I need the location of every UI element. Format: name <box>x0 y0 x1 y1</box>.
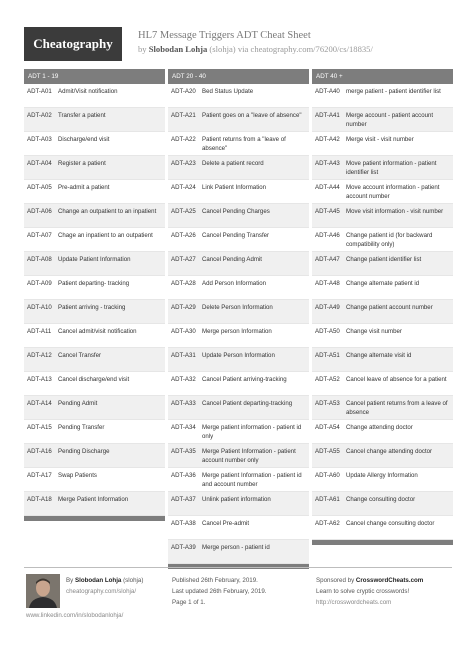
trigger-description: Cancel Pre-admit <box>202 520 250 527</box>
table-row <box>168 540 309 564</box>
trigger-description: Merge account - patient account number <box>346 112 434 129</box>
footer-updated: Last updated 26th February, 2019. <box>172 588 267 595</box>
table-row <box>168 372 309 396</box>
trigger-description: Merge Patient Information - patient account number only <box>202 448 296 465</box>
trigger-description: Move account information - patient account number <box>346 184 440 201</box>
footer-divider <box>24 567 452 568</box>
trigger-code: ADT-A03 <box>27 136 52 143</box>
table-row <box>168 348 309 372</box>
rows <box>168 84 309 564</box>
trigger-code: ADT-A02 <box>27 112 52 119</box>
trigger-description: Cancel discharge/end visit <box>58 376 130 383</box>
table-row <box>168 396 309 420</box>
byline-url[interactable]: cheatography.com/76200/cs/18835/ <box>250 44 373 54</box>
footer-sponsor-name[interactable]: CrosswordCheats.com <box>355 577 424 584</box>
footer-page: Page 1 of 1. <box>172 599 206 606</box>
trigger-description: Swap Patients <box>58 472 97 479</box>
trigger-code: ADT-A62 <box>315 520 340 527</box>
footer-sponsor-tagline: Learn to solve cryptic crosswords! <box>316 588 410 595</box>
table-row <box>168 516 309 540</box>
trigger-code: ADT-A18 <box>27 496 52 503</box>
trigger-code: ADT-A31 <box>171 352 196 359</box>
header <box>24 27 452 61</box>
table-row <box>168 420 309 444</box>
trigger-description: Cancel change consulting doctor <box>346 520 435 527</box>
trigger-description: Cancel Patient departing-tracking <box>202 400 293 407</box>
rows <box>312 84 453 540</box>
table-row <box>312 372 453 396</box>
column-footer-bar <box>24 516 165 521</box>
trigger-code: ADT-A30 <box>171 328 196 335</box>
table-row <box>312 180 453 204</box>
trigger-description: Patient returns from a "leave of absence" <box>202 136 286 153</box>
trigger-description: Merge visit - visit number <box>346 136 414 143</box>
trigger-code: ADT-A61 <box>315 496 340 503</box>
trigger-code: ADT-A24 <box>171 184 196 191</box>
table-row <box>312 324 453 348</box>
trigger-description: Merge person - patient id <box>202 544 270 551</box>
trigger-code: ADT-A38 <box>171 520 196 527</box>
table-row <box>312 468 453 492</box>
trigger-description: Cancel Pending Admit <box>202 256 262 263</box>
table-row <box>312 396 453 420</box>
trigger-description: Cancel change attending doctor <box>346 448 433 455</box>
table-row <box>24 492 165 516</box>
table-row <box>24 156 165 180</box>
trigger-description: Change alternate visit id <box>346 352 412 359</box>
trigger-code: ADT-A54 <box>315 424 340 431</box>
trigger-code: ADT-A11 <box>27 328 52 335</box>
table-row <box>24 84 165 108</box>
trigger-code: ADT-A06 <box>27 208 52 215</box>
column-heading: ADT 40 + <box>312 69 453 84</box>
trigger-code: ADT-A40 <box>315 88 340 95</box>
trigger-description: Cancel Transfer <box>58 352 102 359</box>
trigger-description: Change consulting doctor <box>346 496 416 503</box>
trigger-code: ADT-A16 <box>27 448 52 455</box>
footer-sponsor <box>316 575 423 608</box>
footer-publication <box>172 575 266 608</box>
table-row <box>312 444 453 468</box>
trigger-code: ADT-A23 <box>171 160 196 167</box>
table-row <box>168 468 309 492</box>
trigger-code: ADT-A14 <box>27 400 52 407</box>
trigger-code: ADT-A22 <box>171 136 196 143</box>
footer-published: Published 26th February, 2019. <box>172 577 258 584</box>
avatar-icon <box>26 574 60 608</box>
trigger-description: Change patient account number <box>346 304 433 311</box>
trigger-description: Bed Status Update <box>202 88 254 95</box>
trigger-description: Delete Person Information <box>202 304 273 311</box>
trigger-code: ADT-A48 <box>315 280 340 287</box>
table-row <box>168 324 309 348</box>
trigger-description: Add Person Information <box>202 280 267 287</box>
table-row <box>24 396 165 420</box>
table-row <box>168 300 309 324</box>
cheatography-logo[interactable]: Cheatography <box>24 27 122 61</box>
table-row <box>312 132 453 156</box>
trigger-description: Patient departing- tracking <box>58 280 130 287</box>
table-row <box>24 276 165 300</box>
column-footer-bar <box>312 540 453 545</box>
trigger-code: ADT-A13 <box>27 376 52 383</box>
trigger-description: Change alternate patient id <box>346 280 420 287</box>
footer-sponsor-prefix: Sponsored by <box>316 577 355 584</box>
trigger-code: ADT-A52 <box>315 376 340 383</box>
trigger-code: ADT-A27 <box>171 256 196 263</box>
table-row <box>312 204 453 228</box>
column-adt-1-19 <box>24 69 165 521</box>
trigger-description: Pending Transfer <box>58 424 105 431</box>
trigger-description: Cancel patient returns from a leave of absence <box>346 400 448 417</box>
trigger-description: Change visit number <box>346 328 402 335</box>
table-row <box>24 468 165 492</box>
table-row <box>24 180 165 204</box>
trigger-code: ADT-A21 <box>171 112 196 119</box>
trigger-code: ADT-A01 <box>27 88 52 95</box>
trigger-code: ADT-A07 <box>27 232 52 239</box>
trigger-description: Merge person Information <box>202 328 272 335</box>
trigger-description: Move patient information - patient identifier list <box>346 160 437 177</box>
table-row <box>312 108 453 132</box>
trigger-code: ADT-A26 <box>171 232 196 239</box>
trigger-code: ADT-A41 <box>315 112 340 119</box>
author-avatar <box>26 574 60 608</box>
table-row <box>312 252 453 276</box>
trigger-code: ADT-A39 <box>171 544 196 551</box>
table-row <box>312 492 453 516</box>
footer-linkedin-url[interactable]: www.linkedin.com/in/slobodanlohja/ <box>26 612 124 619</box>
trigger-code: ADT-A10 <box>27 304 52 311</box>
footer-author-handle: (slohja) <box>123 577 144 584</box>
trigger-description: Merge patient information - patient id only <box>202 424 302 441</box>
footer-author-prefix: By <box>66 577 74 584</box>
trigger-description: Cancel leave of absence for a patient <box>346 376 447 383</box>
table-row <box>24 300 165 324</box>
trigger-code: ADT-A34 <box>171 424 196 431</box>
trigger-code: ADT-A36 <box>171 472 196 479</box>
rows <box>24 84 165 516</box>
trigger-code: ADT-A20 <box>171 88 196 95</box>
table-row <box>24 420 165 444</box>
table-row <box>24 324 165 348</box>
footer-author-name[interactable]: Slobodan Lohja <box>74 577 122 584</box>
trigger-description: Cancel Pending Charges <box>202 208 270 215</box>
trigger-code: ADT-A46 <box>315 232 340 239</box>
trigger-description: Update Patient Information <box>58 256 131 263</box>
trigger-code: ADT-A25 <box>171 208 196 215</box>
table-row <box>168 444 309 468</box>
trigger-code: ADT-A45 <box>315 208 340 215</box>
table-row <box>24 252 165 276</box>
trigger-code: ADT-A09 <box>27 280 52 287</box>
trigger-code: ADT-A51 <box>315 352 340 359</box>
byline-via: via <box>237 44 249 54</box>
trigger-description: Pending Discharge <box>58 448 110 455</box>
trigger-code: ADT-A47 <box>315 256 340 263</box>
table-row <box>24 204 165 228</box>
footer-sponsor-url[interactable]: http://crosswordcheats.com <box>316 599 392 606</box>
trigger-code: ADT-A43 <box>315 160 340 167</box>
trigger-description: Delete a patient record <box>202 160 264 167</box>
table-row <box>168 252 309 276</box>
trigger-code: ADT-A33 <box>171 400 196 407</box>
table-row <box>168 276 309 300</box>
table-row <box>168 492 309 516</box>
trigger-description: Register a patient <box>58 160 106 167</box>
byline-handle: (slohja) <box>209 44 236 54</box>
table-row <box>24 108 165 132</box>
trigger-description: Transfer a patient <box>58 112 106 119</box>
table-row <box>168 228 309 252</box>
table-row <box>312 516 453 540</box>
trigger-description: Patient goes on a "leave of absence" <box>202 112 302 119</box>
trigger-code: ADT-A12 <box>27 352 52 359</box>
table-row <box>312 420 453 444</box>
trigger-code: ADT-A60 <box>315 472 340 479</box>
trigger-description: Link Patient Information <box>202 184 267 191</box>
footer-sponsor-line <box>316 575 423 586</box>
trigger-description: Merge patient Information - patient id and account number <box>202 472 302 489</box>
table-row <box>24 372 165 396</box>
trigger-description: Chage an inpatient to an outpatient <box>58 232 153 239</box>
table-row <box>24 444 165 468</box>
trigger-description: Move visit information - visit number <box>346 208 444 215</box>
table-row <box>168 156 309 180</box>
column-adt-40-plus <box>312 69 453 545</box>
column-heading: ADT 1 - 19 <box>24 69 165 84</box>
byline <box>138 44 373 54</box>
trigger-code: ADT-A37 <box>171 496 196 503</box>
trigger-code: ADT-A29 <box>171 304 196 311</box>
trigger-description: Update Allergy Information <box>346 472 418 479</box>
trigger-description: Cancel Patient arriving-tracking <box>202 376 287 383</box>
table-row <box>312 276 453 300</box>
table-row <box>24 348 165 372</box>
table-row <box>168 84 309 108</box>
trigger-description: Discharge/end visit <box>58 136 110 143</box>
footer-author <box>66 575 143 597</box>
trigger-description: Change an outpatient to an inpatient <box>58 208 157 215</box>
trigger-code: ADT-A44 <box>315 184 340 191</box>
table-row <box>168 132 309 156</box>
trigger-code: ADT-A35 <box>171 448 196 455</box>
table-row <box>312 156 453 180</box>
trigger-code: ADT-A53 <box>315 400 340 407</box>
trigger-code: ADT-A15 <box>27 424 52 431</box>
byline-author[interactable]: Slobodan Lohja <box>148 44 208 54</box>
trigger-code: ADT-A32 <box>171 376 196 383</box>
column-heading: ADT 20 - 40 <box>168 69 309 84</box>
byline-by: by <box>138 44 147 54</box>
footer-author-line <box>66 575 143 586</box>
trigger-description: Change patient id (for backward compatibility only) <box>346 232 433 249</box>
trigger-code: ADT-A05 <box>27 184 52 191</box>
trigger-description: Update Person Information <box>202 352 275 359</box>
trigger-description: Cancel Pending Transfer <box>202 232 270 239</box>
table-row <box>168 204 309 228</box>
sheet-title: HL7 Message Triggers ADT Cheat Sheet <box>138 30 311 41</box>
trigger-description: Pending Admit <box>58 400 98 407</box>
table-row <box>24 228 165 252</box>
trigger-description: Unlink patient information <box>202 496 271 503</box>
footer-author-url[interactable]: cheatography.com/slohja/ <box>66 588 137 595</box>
trigger-code: ADT-A49 <box>315 304 340 311</box>
table-row <box>312 300 453 324</box>
table-row <box>168 180 309 204</box>
table-row <box>24 132 165 156</box>
trigger-code: ADT-A42 <box>315 136 340 143</box>
trigger-description: Admit/Visit notification <box>58 88 118 95</box>
trigger-description: merge patient - patient identifier list <box>346 88 441 95</box>
table-row <box>312 84 453 108</box>
table-row <box>312 348 453 372</box>
trigger-code: ADT-A04 <box>27 160 52 167</box>
table-row <box>168 108 309 132</box>
trigger-description: Merge Patient Information <box>58 496 129 503</box>
trigger-code: ADT-A28 <box>171 280 196 287</box>
trigger-code: ADT-A50 <box>315 328 340 335</box>
trigger-description: Patient arriving - tracking <box>58 304 126 311</box>
trigger-code: ADT-A55 <box>315 448 340 455</box>
trigger-description: Pre-admit a patient <box>58 184 110 191</box>
column-adt-20-40 <box>168 69 309 569</box>
trigger-code: ADT-A08 <box>27 256 52 263</box>
table-row <box>312 228 453 252</box>
trigger-description: Cancel admit/visit notification <box>58 328 137 335</box>
trigger-description: Change patient identifier list <box>346 256 422 263</box>
trigger-code: ADT-A17 <box>27 472 52 479</box>
trigger-description: Change attending doctor <box>346 424 413 431</box>
